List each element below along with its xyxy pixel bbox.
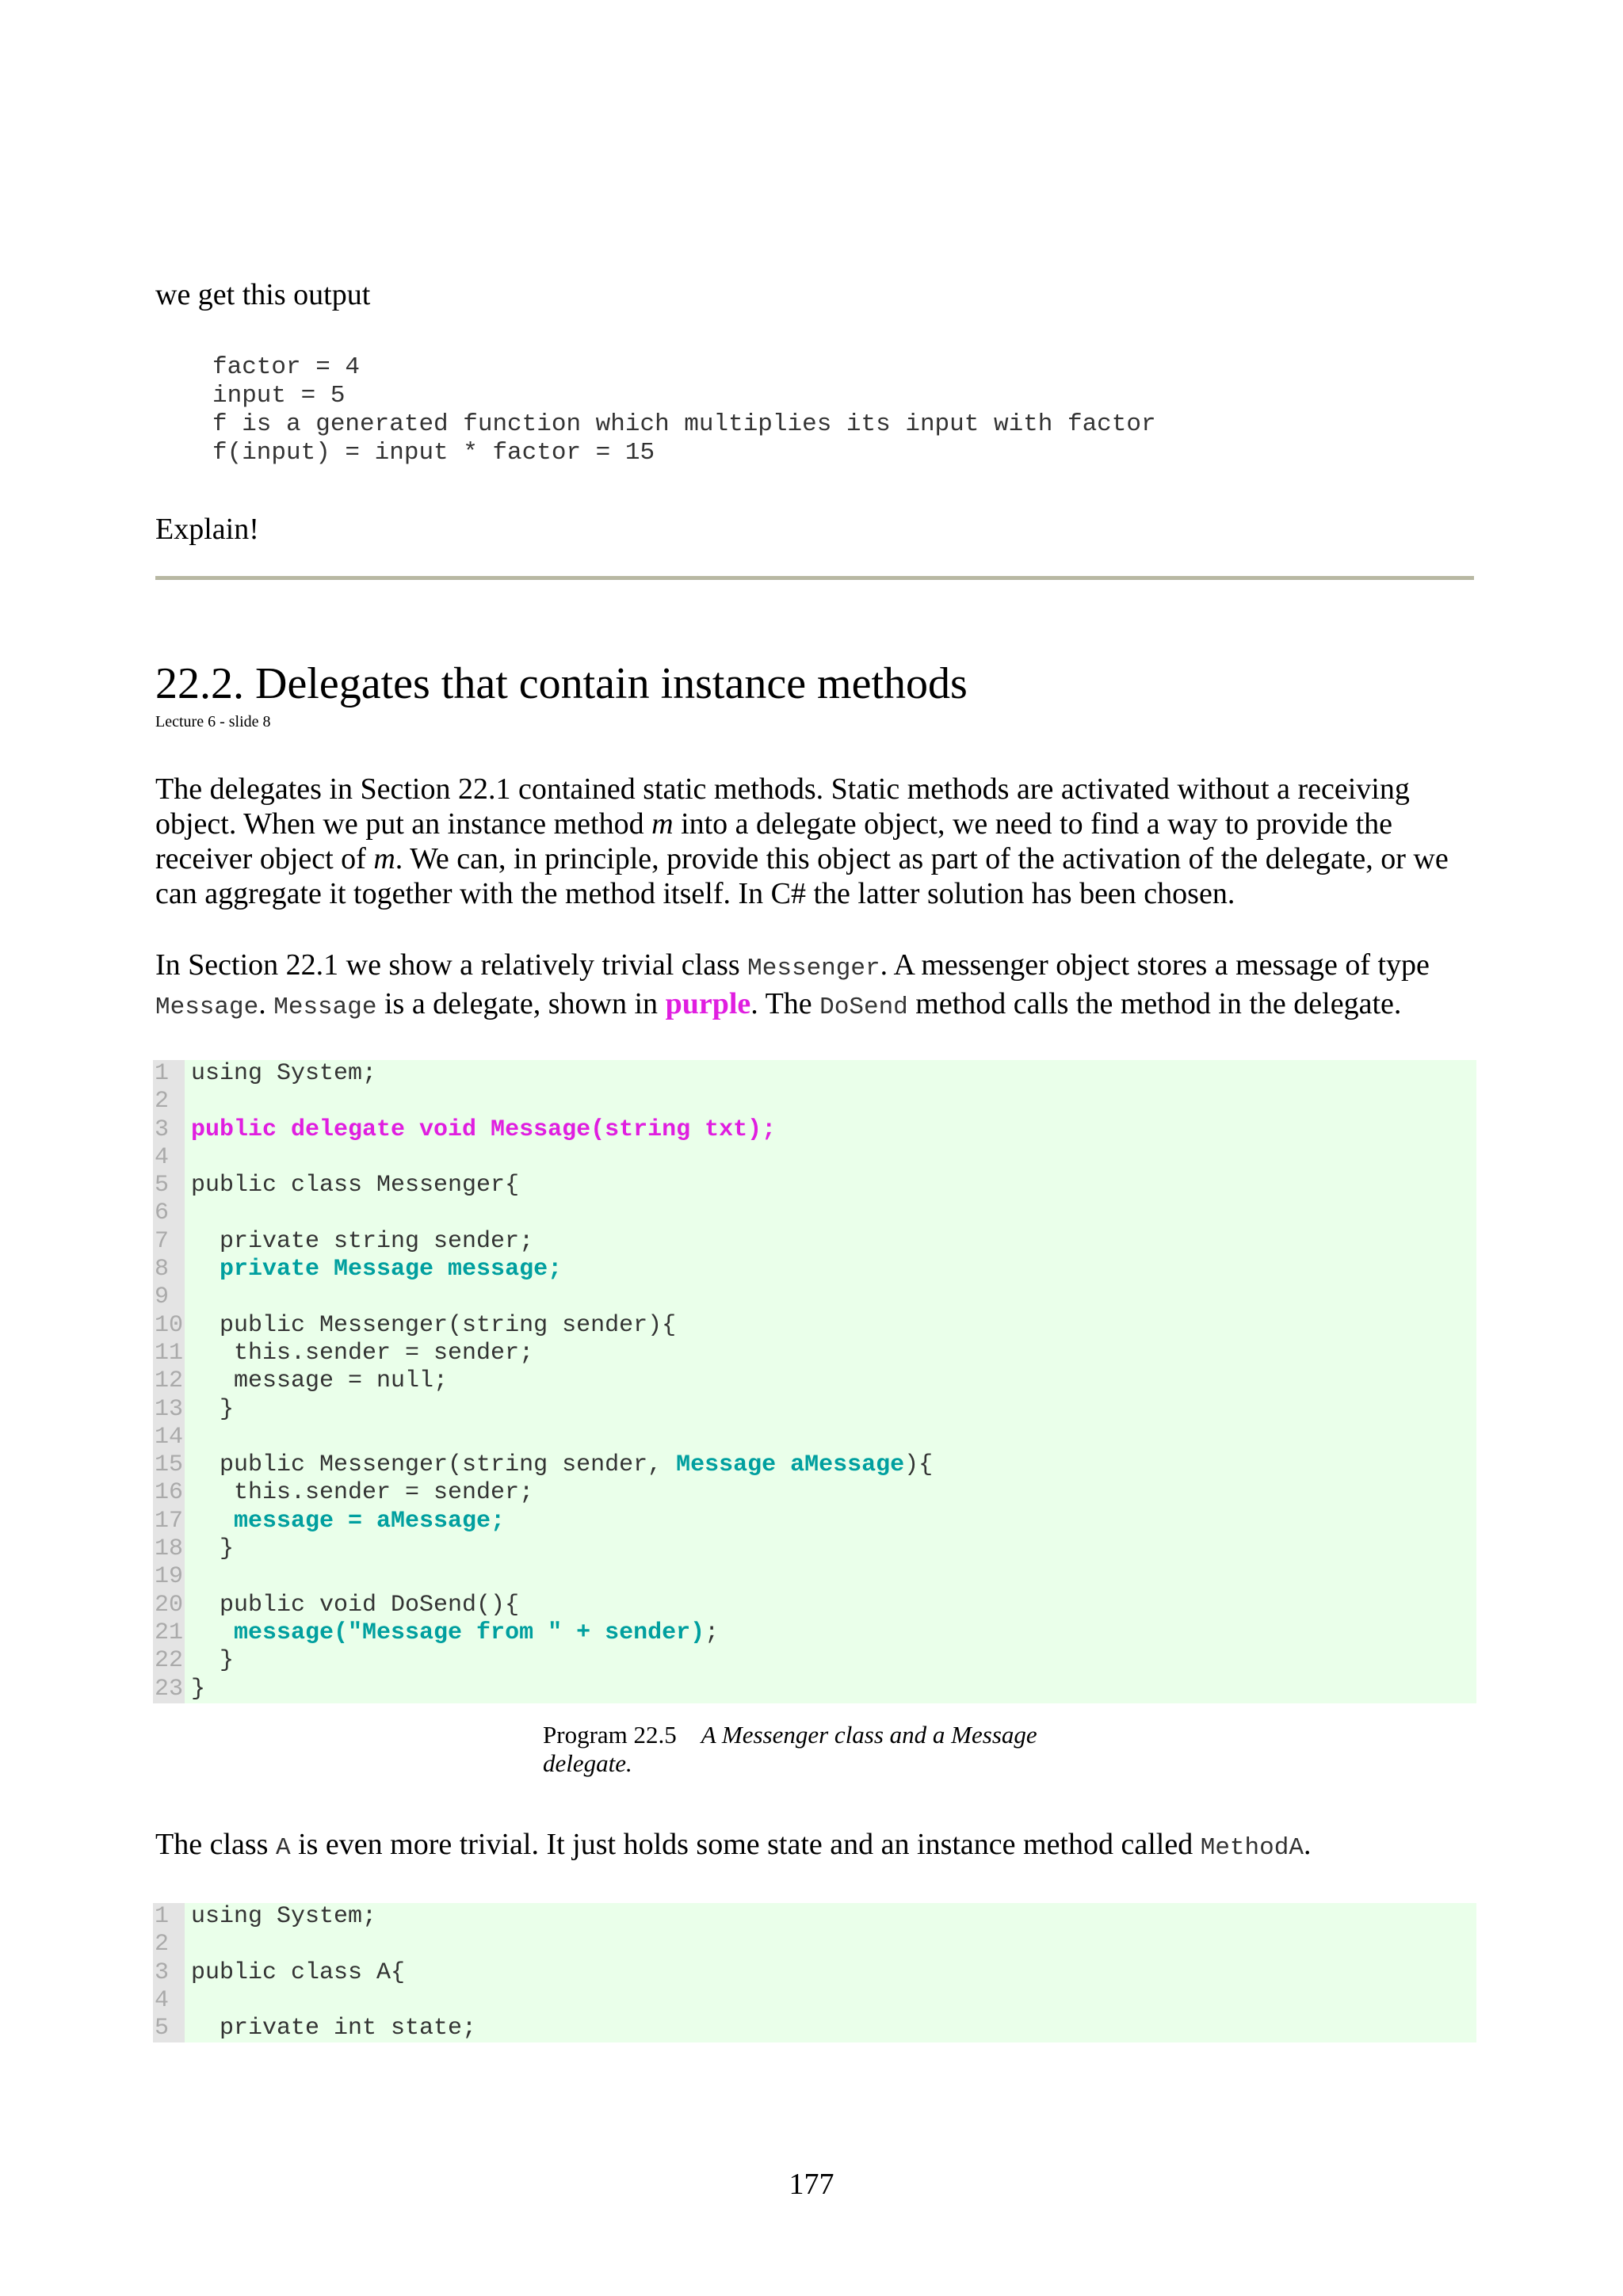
code-line (153, 1619, 1476, 1647)
output-line: f is a generated function which multiplies its input with factor (212, 410, 1156, 438)
code-segment: this.sender = sender; (191, 1339, 534, 1367)
code-messenger: Messenger (747, 955, 880, 982)
code-segment: } (191, 1675, 206, 1703)
line-number: 18 (155, 1535, 184, 1563)
code-segment: this.sender = sender; (191, 1479, 534, 1507)
code-line (153, 1424, 1476, 1451)
line-number: 19 (155, 1563, 184, 1591)
line-number: 5 (153, 1172, 185, 1199)
line-number: 16 (155, 1479, 184, 1507)
code-text (185, 1903, 376, 1931)
output-block (212, 353, 1156, 467)
code-line (153, 1144, 1476, 1172)
section-title: 22.2. Delegates that contain instance methods (155, 659, 968, 708)
code-line (153, 1172, 1476, 1199)
code-line (153, 1451, 1476, 1479)
code-text (185, 1144, 191, 1172)
intro-text: we get this output (155, 278, 371, 311)
line-number: 2 (153, 1088, 185, 1116)
explain-text: Explain! (155, 513, 259, 546)
line-number: 15 (155, 1451, 184, 1479)
line-number: 23 (155, 1675, 184, 1703)
paragraph-delegates-intro: The delegates in Section 22.1 contained static methods. Static methods are activated without a receiving object. When we put an instance method m into a delegate object, we need to find a way to provide the receiver object of m. We can, in principle, provide this object as part of the activation of the delegate, or we can aggregate it together with the method itself. In C# the latter solution has been chosen. (155, 772, 1449, 910)
code-segment: public class Messenger{ (191, 1172, 520, 1199)
line-number: 5 (153, 2015, 185, 2042)
code-text (185, 1116, 776, 1144)
code-segment: ; (705, 1619, 720, 1646)
line-number: 7 (153, 1228, 185, 1256)
code-line (153, 1508, 1476, 1535)
code-segment: message = null; (191, 1367, 449, 1395)
line-number: 10 (155, 1311, 184, 1339)
code-text (185, 1340, 533, 1367)
code-dosend: DoSend (819, 994, 908, 1021)
code-message: Message (273, 994, 377, 1021)
code-text (185, 1592, 519, 1619)
code-segment: } (191, 1395, 235, 1423)
code-line (153, 1931, 1476, 1958)
code-text (185, 1479, 533, 1507)
code-line (153, 1367, 1476, 1395)
code-segment: } (191, 1647, 235, 1675)
code-text (185, 1424, 191, 1451)
code-text (185, 1312, 676, 1340)
code-text (185, 1535, 234, 1563)
code-line (153, 1592, 1476, 1619)
code-line (153, 1256, 1476, 1283)
paragraph-class-a: The class A is even more trivial. It just holds some state and an instance method called MethodA. (155, 1828, 1312, 1862)
output-line: factor = 4 (212, 353, 361, 381)
code-line (153, 1959, 1476, 1987)
code-text (185, 1172, 519, 1199)
caption-label: Program 22.5 (543, 1721, 677, 1749)
code-line (153, 2015, 1476, 2042)
code-line (153, 1647, 1476, 1675)
line-number: 20 (155, 1591, 184, 1619)
code-line (153, 1060, 1476, 1088)
method-m: m (373, 842, 395, 875)
code-text (185, 1367, 448, 1395)
code-text (185, 1619, 719, 1647)
purple-word: purple (665, 987, 751, 1020)
code-text (185, 1088, 191, 1116)
code-line (153, 1228, 1476, 1256)
code-line (153, 1396, 1476, 1424)
code-text (185, 1676, 205, 1703)
code-line (153, 1283, 1476, 1311)
code-segment: private string sender; (191, 1227, 534, 1255)
highlighted-code: private Message message; (191, 1256, 563, 1283)
line-number: 22 (155, 1647, 184, 1675)
output-line: input = 5 (212, 382, 346, 410)
code-line (153, 1987, 1476, 2015)
line-number: 14 (155, 1423, 184, 1451)
code-text (185, 1396, 234, 1424)
code-text (185, 1228, 533, 1256)
program-caption (543, 1721, 1098, 1778)
code-line (153, 1676, 1476, 1703)
code-line (153, 1535, 1476, 1563)
code-text (185, 1256, 562, 1283)
code-line (153, 1199, 1476, 1227)
code-text (185, 1563, 191, 1591)
line-number: 21 (155, 1619, 184, 1646)
code-text (185, 1959, 405, 1987)
code-segment: public Messenger(string sender){ (191, 1311, 677, 1339)
highlighted-code: message = aMessage; (191, 1507, 506, 1535)
code-text (185, 1647, 234, 1675)
code-class-a: A (275, 1834, 291, 1862)
method-m: m (651, 807, 674, 841)
code-segment: public void DoSend(){ (191, 1591, 520, 1619)
code-text (185, 1283, 191, 1311)
program-class-a-listing (153, 1903, 1476, 2042)
code-text (185, 1199, 191, 1227)
code-text (185, 1451, 933, 1479)
line-number: 12 (155, 1367, 184, 1395)
code-message: Message (155, 994, 259, 1021)
code-line (153, 1088, 1476, 1116)
code-segment: ){ (904, 1451, 934, 1479)
code-line (153, 1116, 1476, 1144)
code-segment: } (191, 1535, 235, 1563)
line-number: 6 (153, 1199, 185, 1227)
code-segment: private int state; (191, 2015, 477, 2042)
section-divider (155, 576, 1474, 580)
program-messenger-listing (153, 1060, 1476, 1703)
code-segment: using System; (191, 1060, 377, 1087)
line-number: 9 (153, 1283, 185, 1311)
caption-text: A Messenger class and a Message delegate. (543, 1721, 1037, 1777)
line-number: 4 (153, 1987, 185, 2015)
line-number: 13 (155, 1395, 184, 1423)
code-line (153, 1312, 1476, 1340)
highlighted-code: Message aMessage (676, 1451, 905, 1479)
line-number: 3 (153, 1959, 185, 1987)
code-line (153, 1479, 1476, 1507)
code-segment: public class A{ (191, 1958, 406, 1986)
section-subtitle-link[interactable]: Lecture 6 - slide 8 (155, 713, 271, 730)
highlighted-code: message("Message from " + sender) (191, 1619, 705, 1646)
code-methoda: MethodA (1200, 1834, 1304, 1862)
code-text (185, 2015, 476, 2042)
code-line (153, 1340, 1476, 1367)
code-segment: public Messenger(string sender, (191, 1451, 677, 1479)
line-number: 1 (153, 1903, 185, 1931)
code-text (185, 1508, 505, 1535)
code-text (185, 1987, 191, 2015)
highlighted-code: public delegate void Message(string txt); (191, 1116, 777, 1143)
code-text (185, 1931, 191, 1958)
code-line (153, 1563, 1476, 1591)
line-number: 8 (153, 1256, 185, 1283)
line-number: 1 (153, 1060, 185, 1088)
page-number: 177 (789, 2168, 834, 2201)
line-number: 3 (153, 1116, 185, 1144)
line-number: 17 (155, 1507, 184, 1535)
code-segment: using System; (191, 1903, 377, 1930)
code-line (153, 1903, 1476, 1931)
line-number: 2 (153, 1931, 185, 1958)
code-text (185, 1060, 376, 1088)
line-number: 4 (153, 1144, 185, 1172)
line-number: 11 (155, 1339, 184, 1367)
paragraph-messenger-intro: In Section 22.1 we show a relatively trivial class Messenger. A messenger object stores a message of type Message. Message is a delegate, shown in purple. The DoSend method calls the method in the delegate. (155, 948, 1430, 1021)
output-line: f(input) = input * factor = 15 (212, 439, 655, 467)
